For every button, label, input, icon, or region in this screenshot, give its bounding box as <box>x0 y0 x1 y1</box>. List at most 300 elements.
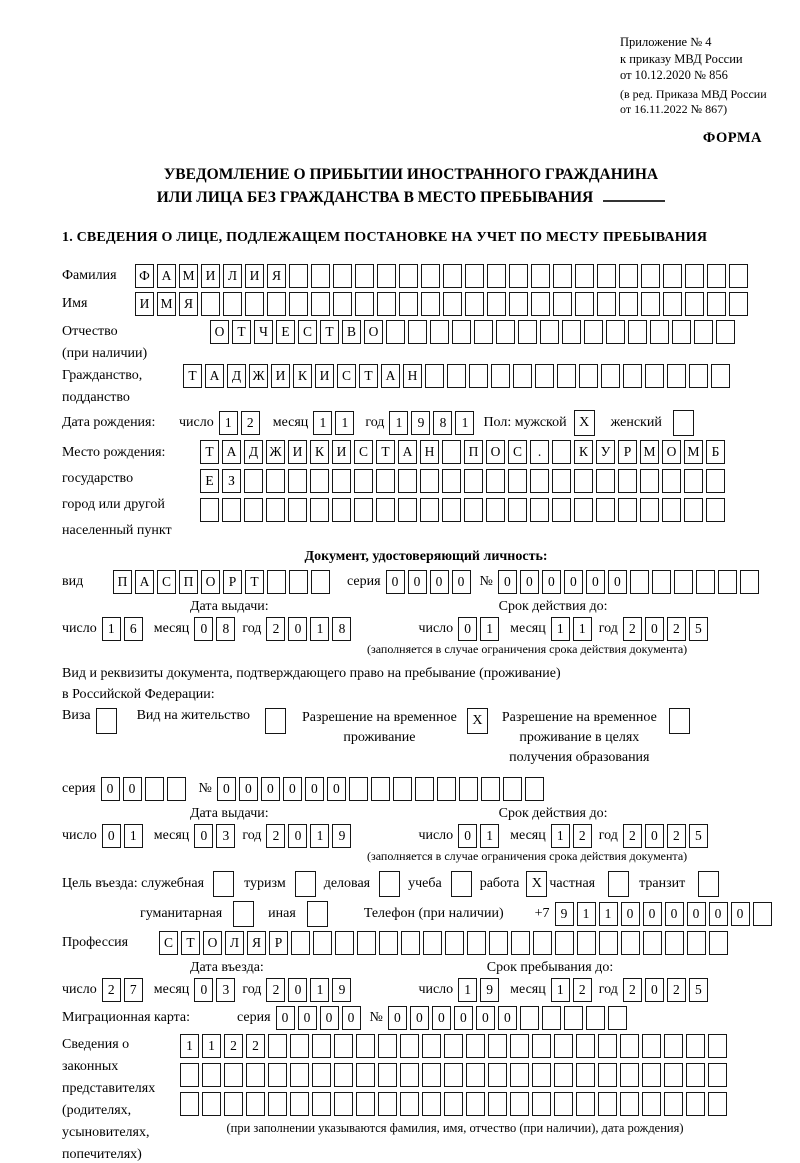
char-cell[interactable] <box>557 364 576 388</box>
purpose-business-checkbox[interactable] <box>379 871 400 897</box>
char-cell[interactable] <box>421 264 440 288</box>
char-cell[interactable]: И <box>332 440 351 464</box>
char-cell[interactable]: Ч <box>254 320 273 344</box>
char-cell[interactable] <box>555 931 574 955</box>
char-cell[interactable]: 0 <box>498 1006 517 1030</box>
char-cell[interactable] <box>510 1092 529 1116</box>
char-cell[interactable]: Ж <box>249 364 268 388</box>
char-cell[interactable]: 0 <box>687 902 706 926</box>
char-cell[interactable] <box>469 364 488 388</box>
char-cell[interactable] <box>290 1063 309 1087</box>
char-cell[interactable] <box>430 320 449 344</box>
char-cell[interactable]: 0 <box>123 777 142 801</box>
char-cell[interactable]: С <box>298 320 317 344</box>
char-cell[interactable] <box>408 320 427 344</box>
char-cell[interactable] <box>630 570 649 594</box>
char-cell[interactable]: И <box>201 264 220 288</box>
char-cell[interactable] <box>481 777 500 801</box>
char-cell[interactable] <box>444 1034 463 1058</box>
char-cell[interactable] <box>686 1063 705 1087</box>
char-cell[interactable] <box>244 498 263 522</box>
purpose-other-checkbox[interactable] <box>307 901 328 927</box>
char-cell[interactable]: 1 <box>102 617 121 641</box>
char-cell[interactable]: 2 <box>224 1034 243 1058</box>
char-cell[interactable] <box>532 1092 551 1116</box>
char-cell[interactable]: 0 <box>288 824 307 848</box>
char-cell[interactable] <box>531 292 550 316</box>
char-cell[interactable] <box>740 570 759 594</box>
char-cell[interactable] <box>311 570 330 594</box>
char-cell[interactable] <box>552 440 571 464</box>
char-cell[interactable] <box>540 320 559 344</box>
char-cell[interactable] <box>442 440 461 464</box>
char-cell[interactable] <box>685 264 704 288</box>
char-cell[interactable] <box>312 1092 331 1116</box>
char-cell[interactable]: 0 <box>101 777 120 801</box>
char-cell[interactable]: 5 <box>689 824 708 848</box>
char-cell[interactable] <box>313 931 332 955</box>
char-cell[interactable]: 6 <box>124 617 143 641</box>
char-cell[interactable] <box>245 292 264 316</box>
char-cell[interactable]: 0 <box>288 978 307 1002</box>
char-cell[interactable] <box>662 498 681 522</box>
char-cell[interactable]: И <box>271 364 290 388</box>
char-cell[interactable] <box>332 498 351 522</box>
char-cell[interactable] <box>422 1063 441 1087</box>
char-cell[interactable] <box>288 498 307 522</box>
char-cell[interactable] <box>708 1092 727 1116</box>
char-cell[interactable] <box>444 1063 463 1087</box>
purpose-work-checkbox[interactable]: X <box>526 871 547 897</box>
char-cell[interactable]: Т <box>183 364 202 388</box>
char-cell[interactable] <box>623 364 642 388</box>
char-cell[interactable]: 2 <box>573 824 592 848</box>
char-cell[interactable]: П <box>113 570 132 594</box>
char-cell[interactable]: 9 <box>332 824 351 848</box>
char-cell[interactable]: 1 <box>577 902 596 926</box>
char-cell[interactable] <box>640 469 659 493</box>
char-cell[interactable] <box>663 264 682 288</box>
char-cell[interactable] <box>533 931 552 955</box>
temp-residence-checkbox[interactable]: X <box>467 708 488 734</box>
char-cell[interactable] <box>641 264 660 288</box>
char-cell[interactable] <box>525 777 544 801</box>
char-cell[interactable] <box>311 264 330 288</box>
char-cell[interactable] <box>354 498 373 522</box>
char-cell[interactable]: Т <box>232 320 251 344</box>
char-cell[interactable]: 0 <box>498 570 517 594</box>
char-cell[interactable]: 9 <box>480 978 499 1002</box>
char-cell[interactable]: 0 <box>410 1006 429 1030</box>
char-cell[interactable] <box>667 364 686 388</box>
char-cell[interactable]: 3 <box>216 978 235 1002</box>
char-cell[interactable]: А <box>205 364 224 388</box>
char-cell[interactable] <box>640 498 659 522</box>
char-cell[interactable]: 0 <box>476 1006 495 1030</box>
char-cell[interactable]: С <box>157 570 176 594</box>
char-cell[interactable] <box>598 1092 617 1116</box>
char-cell[interactable]: 2 <box>623 617 642 641</box>
char-cell[interactable]: О <box>201 570 220 594</box>
char-cell[interactable] <box>334 1034 353 1058</box>
char-cell[interactable] <box>311 292 330 316</box>
char-cell[interactable] <box>491 364 510 388</box>
char-cell[interactable]: С <box>337 364 356 388</box>
temp-residence-education-checkbox[interactable] <box>669 708 690 734</box>
char-cell[interactable]: М <box>684 440 703 464</box>
char-cell[interactable] <box>618 498 637 522</box>
char-cell[interactable] <box>716 320 735 344</box>
char-cell[interactable]: 0 <box>194 617 213 641</box>
char-cell[interactable] <box>709 931 728 955</box>
char-cell[interactable]: 0 <box>288 617 307 641</box>
char-cell[interactable]: И <box>135 292 154 316</box>
char-cell[interactable]: 1 <box>124 824 143 848</box>
char-cell[interactable] <box>564 1006 583 1030</box>
char-cell[interactable] <box>664 1092 683 1116</box>
char-cell[interactable] <box>200 498 219 522</box>
char-cell[interactable] <box>598 1063 617 1087</box>
char-cell[interactable]: 2 <box>623 824 642 848</box>
char-cell[interactable] <box>662 469 681 493</box>
char-cell[interactable]: 0 <box>520 570 539 594</box>
char-cell[interactable] <box>467 931 486 955</box>
char-cell[interactable]: 2 <box>266 617 285 641</box>
visa-checkbox[interactable] <box>96 708 117 734</box>
char-cell[interactable]: 1 <box>480 617 499 641</box>
char-cell[interactable]: 9 <box>411 411 430 435</box>
char-cell[interactable] <box>268 1092 287 1116</box>
char-cell[interactable] <box>620 1092 639 1116</box>
char-cell[interactable] <box>442 498 461 522</box>
char-cell[interactable]: 2 <box>667 978 686 1002</box>
char-cell[interactable]: 0 <box>298 1006 317 1030</box>
char-cell[interactable] <box>266 498 285 522</box>
char-cell[interactable]: Б <box>706 440 725 464</box>
char-cell[interactable] <box>520 1006 539 1030</box>
char-cell[interactable]: 8 <box>433 411 452 435</box>
char-cell[interactable]: 1 <box>310 824 329 848</box>
char-cell[interactable]: 0 <box>320 1006 339 1030</box>
char-cell[interactable] <box>356 1063 375 1087</box>
char-cell[interactable] <box>577 931 596 955</box>
char-cell[interactable]: Т <box>359 364 378 388</box>
char-cell[interactable]: Т <box>376 440 395 464</box>
char-cell[interactable] <box>597 292 616 316</box>
char-cell[interactable]: 0 <box>194 824 213 848</box>
char-cell[interactable] <box>356 1034 375 1058</box>
char-cell[interactable] <box>376 498 395 522</box>
char-cell[interactable] <box>718 570 737 594</box>
char-cell[interactable]: О <box>662 440 681 464</box>
char-cell[interactable]: 0 <box>454 1006 473 1030</box>
char-cell[interactable] <box>167 777 186 801</box>
char-cell[interactable]: 2 <box>623 978 642 1002</box>
char-cell[interactable]: У <box>596 440 615 464</box>
char-cell[interactable] <box>398 469 417 493</box>
char-cell[interactable]: О <box>210 320 229 344</box>
char-cell[interactable]: 0 <box>643 902 662 926</box>
char-cell[interactable] <box>354 469 373 493</box>
char-cell[interactable] <box>684 469 703 493</box>
char-cell[interactable]: 8 <box>216 617 235 641</box>
char-cell[interactable]: О <box>364 320 383 344</box>
char-cell[interactable] <box>641 292 660 316</box>
char-cell[interactable]: Н <box>420 440 439 464</box>
char-cell[interactable]: 0 <box>342 1006 361 1030</box>
char-cell[interactable] <box>420 498 439 522</box>
char-cell[interactable] <box>696 570 715 594</box>
char-cell[interactable]: П <box>179 570 198 594</box>
char-cell[interactable] <box>652 570 671 594</box>
char-cell[interactable] <box>145 777 164 801</box>
char-cell[interactable] <box>586 1006 605 1030</box>
char-cell[interactable]: 0 <box>709 902 728 926</box>
char-cell[interactable]: 1 <box>455 411 474 435</box>
char-cell[interactable] <box>686 1092 705 1116</box>
purpose-study-checkbox[interactable] <box>451 871 472 897</box>
char-cell[interactable]: 0 <box>432 1006 451 1030</box>
char-cell[interactable]: К <box>310 440 329 464</box>
char-cell[interactable]: Д <box>244 440 263 464</box>
char-cell[interactable]: 9 <box>332 978 351 1002</box>
char-cell[interactable]: 0 <box>239 777 258 801</box>
char-cell[interactable] <box>357 931 376 955</box>
char-cell[interactable]: 5 <box>689 617 708 641</box>
char-cell[interactable]: С <box>159 931 178 955</box>
char-cell[interactable] <box>310 469 329 493</box>
char-cell[interactable] <box>686 1034 705 1058</box>
char-cell[interactable]: 0 <box>452 570 471 594</box>
char-cell[interactable]: 1 <box>573 617 592 641</box>
char-cell[interactable] <box>312 1034 331 1058</box>
char-cell[interactable]: Л <box>223 264 242 288</box>
char-cell[interactable] <box>465 264 484 288</box>
char-cell[interactable] <box>489 931 508 955</box>
char-cell[interactable] <box>729 264 748 288</box>
char-cell[interactable] <box>378 1092 397 1116</box>
char-cell[interactable] <box>289 292 308 316</box>
char-cell[interactable] <box>513 364 532 388</box>
char-cell[interactable]: 0 <box>731 902 750 926</box>
char-cell[interactable] <box>532 1063 551 1087</box>
char-cell[interactable]: 0 <box>621 902 640 926</box>
char-cell[interactable] <box>466 1034 485 1058</box>
char-cell[interactable]: С <box>508 440 527 464</box>
char-cell[interactable] <box>508 469 527 493</box>
char-cell[interactable] <box>508 498 527 522</box>
char-cell[interactable]: Ж <box>266 440 285 464</box>
char-cell[interactable]: О <box>486 440 505 464</box>
char-cell[interactable] <box>530 469 549 493</box>
char-cell[interactable]: Т <box>181 931 200 955</box>
char-cell[interactable]: 3 <box>216 824 235 848</box>
char-cell[interactable]: 0 <box>261 777 280 801</box>
char-cell[interactable] <box>510 1063 529 1087</box>
char-cell[interactable]: . <box>530 440 549 464</box>
char-cell[interactable] <box>753 902 772 926</box>
char-cell[interactable]: Я <box>267 264 286 288</box>
char-cell[interactable]: 1 <box>313 411 332 435</box>
char-cell[interactable] <box>333 264 352 288</box>
char-cell[interactable] <box>608 1006 627 1030</box>
char-cell[interactable] <box>562 320 581 344</box>
char-cell[interactable]: А <box>222 440 241 464</box>
char-cell[interactable] <box>443 264 462 288</box>
char-cell[interactable]: 0 <box>408 570 427 594</box>
char-cell[interactable] <box>246 1063 265 1087</box>
char-cell[interactable] <box>575 292 594 316</box>
char-cell[interactable] <box>620 1063 639 1087</box>
char-cell[interactable] <box>708 1034 727 1058</box>
char-cell[interactable] <box>708 1063 727 1087</box>
char-cell[interactable] <box>422 1092 441 1116</box>
char-cell[interactable] <box>223 292 242 316</box>
char-cell[interactable]: 8 <box>332 617 351 641</box>
char-cell[interactable] <box>310 498 329 522</box>
char-cell[interactable]: 0 <box>608 570 627 594</box>
purpose-tourism-checkbox[interactable] <box>295 871 316 897</box>
char-cell[interactable] <box>553 264 572 288</box>
char-cell[interactable] <box>335 931 354 955</box>
residence-permit-checkbox[interactable] <box>265 708 286 734</box>
char-cell[interactable] <box>393 777 412 801</box>
char-cell[interactable]: 1 <box>180 1034 199 1058</box>
char-cell[interactable]: В <box>342 320 361 344</box>
char-cell[interactable] <box>687 931 706 955</box>
char-cell[interactable] <box>268 1063 287 1087</box>
char-cell[interactable] <box>266 469 285 493</box>
char-cell[interactable] <box>552 469 571 493</box>
char-cell[interactable]: Н <box>403 364 422 388</box>
purpose-humanitarian-checkbox[interactable] <box>233 901 254 927</box>
char-cell[interactable] <box>597 264 616 288</box>
char-cell[interactable] <box>664 1063 683 1087</box>
char-cell[interactable] <box>642 1092 661 1116</box>
char-cell[interactable] <box>576 1063 595 1087</box>
char-cell[interactable] <box>596 469 615 493</box>
char-cell[interactable] <box>421 292 440 316</box>
char-cell[interactable] <box>628 320 647 344</box>
char-cell[interactable] <box>201 292 220 316</box>
char-cell[interactable]: О <box>203 931 222 955</box>
char-cell[interactable]: 0 <box>458 824 477 848</box>
char-cell[interactable] <box>665 931 684 955</box>
char-cell[interactable] <box>267 292 286 316</box>
char-cell[interactable] <box>621 931 640 955</box>
char-cell[interactable] <box>420 469 439 493</box>
char-cell[interactable] <box>474 320 493 344</box>
char-cell[interactable] <box>574 469 593 493</box>
char-cell[interactable]: 2 <box>667 824 686 848</box>
char-cell[interactable] <box>355 292 374 316</box>
char-cell[interactable]: Я <box>179 292 198 316</box>
char-cell[interactable] <box>466 1063 485 1087</box>
char-cell[interactable] <box>706 498 725 522</box>
char-cell[interactable]: 1 <box>599 902 618 926</box>
char-cell[interactable] <box>376 469 395 493</box>
char-cell[interactable] <box>579 364 598 388</box>
char-cell[interactable] <box>599 931 618 955</box>
char-cell[interactable] <box>643 931 662 955</box>
char-cell[interactable]: 7 <box>124 978 143 1002</box>
char-cell[interactable]: 2 <box>102 978 121 1002</box>
char-cell[interactable] <box>289 264 308 288</box>
char-cell[interactable]: 1 <box>389 411 408 435</box>
char-cell[interactable] <box>246 1092 265 1116</box>
char-cell[interactable]: Я <box>247 931 266 955</box>
char-cell[interactable]: 1 <box>219 411 238 435</box>
char-cell[interactable]: Е <box>200 469 219 493</box>
char-cell[interactable]: Ф <box>135 264 154 288</box>
char-cell[interactable] <box>312 1063 331 1087</box>
char-cell[interactable]: 0 <box>386 570 405 594</box>
char-cell[interactable] <box>518 320 537 344</box>
char-cell[interactable] <box>425 364 444 388</box>
purpose-transit-checkbox[interactable] <box>698 871 719 897</box>
char-cell[interactable] <box>415 777 434 801</box>
char-cell[interactable] <box>399 292 418 316</box>
char-cell[interactable] <box>663 292 682 316</box>
char-cell[interactable]: Д <box>227 364 246 388</box>
char-cell[interactable]: С <box>354 440 373 464</box>
char-cell[interactable] <box>379 931 398 955</box>
char-cell[interactable] <box>400 1092 419 1116</box>
char-cell[interactable] <box>180 1063 199 1087</box>
char-cell[interactable]: А <box>381 364 400 388</box>
char-cell[interactable] <box>244 469 263 493</box>
purpose-official-checkbox[interactable] <box>213 871 234 897</box>
char-cell[interactable] <box>290 1034 309 1058</box>
char-cell[interactable] <box>511 931 530 955</box>
char-cell[interactable] <box>465 292 484 316</box>
char-cell[interactable] <box>445 931 464 955</box>
char-cell[interactable]: 1 <box>458 978 477 1002</box>
char-cell[interactable] <box>378 1063 397 1087</box>
char-cell[interactable] <box>642 1063 661 1087</box>
char-cell[interactable] <box>202 1063 221 1087</box>
char-cell[interactable] <box>684 498 703 522</box>
char-cell[interactable] <box>509 292 528 316</box>
char-cell[interactable] <box>601 364 620 388</box>
char-cell[interactable] <box>290 1092 309 1116</box>
char-cell[interactable] <box>386 320 405 344</box>
char-cell[interactable]: 1 <box>335 411 354 435</box>
char-cell[interactable] <box>575 264 594 288</box>
char-cell[interactable] <box>222 498 241 522</box>
char-cell[interactable] <box>542 1006 561 1030</box>
char-cell[interactable] <box>553 292 572 316</box>
char-cell[interactable] <box>689 364 708 388</box>
char-cell[interactable] <box>694 320 713 344</box>
char-cell[interactable]: 9 <box>555 902 574 926</box>
char-cell[interactable] <box>672 320 691 344</box>
char-cell[interactable]: Р <box>223 570 242 594</box>
char-cell[interactable]: 1 <box>202 1034 221 1058</box>
char-cell[interactable]: 0 <box>388 1006 407 1030</box>
char-cell[interactable] <box>729 292 748 316</box>
char-cell[interactable] <box>443 292 462 316</box>
char-cell[interactable] <box>202 1092 221 1116</box>
char-cell[interactable] <box>554 1063 573 1087</box>
sex-female-checkbox[interactable] <box>673 410 694 436</box>
char-cell[interactable] <box>356 1092 375 1116</box>
char-cell[interactable] <box>707 292 726 316</box>
char-cell[interactable]: И <box>288 440 307 464</box>
char-cell[interactable] <box>486 498 505 522</box>
char-cell[interactable] <box>289 570 308 594</box>
char-cell[interactable] <box>554 1034 573 1058</box>
